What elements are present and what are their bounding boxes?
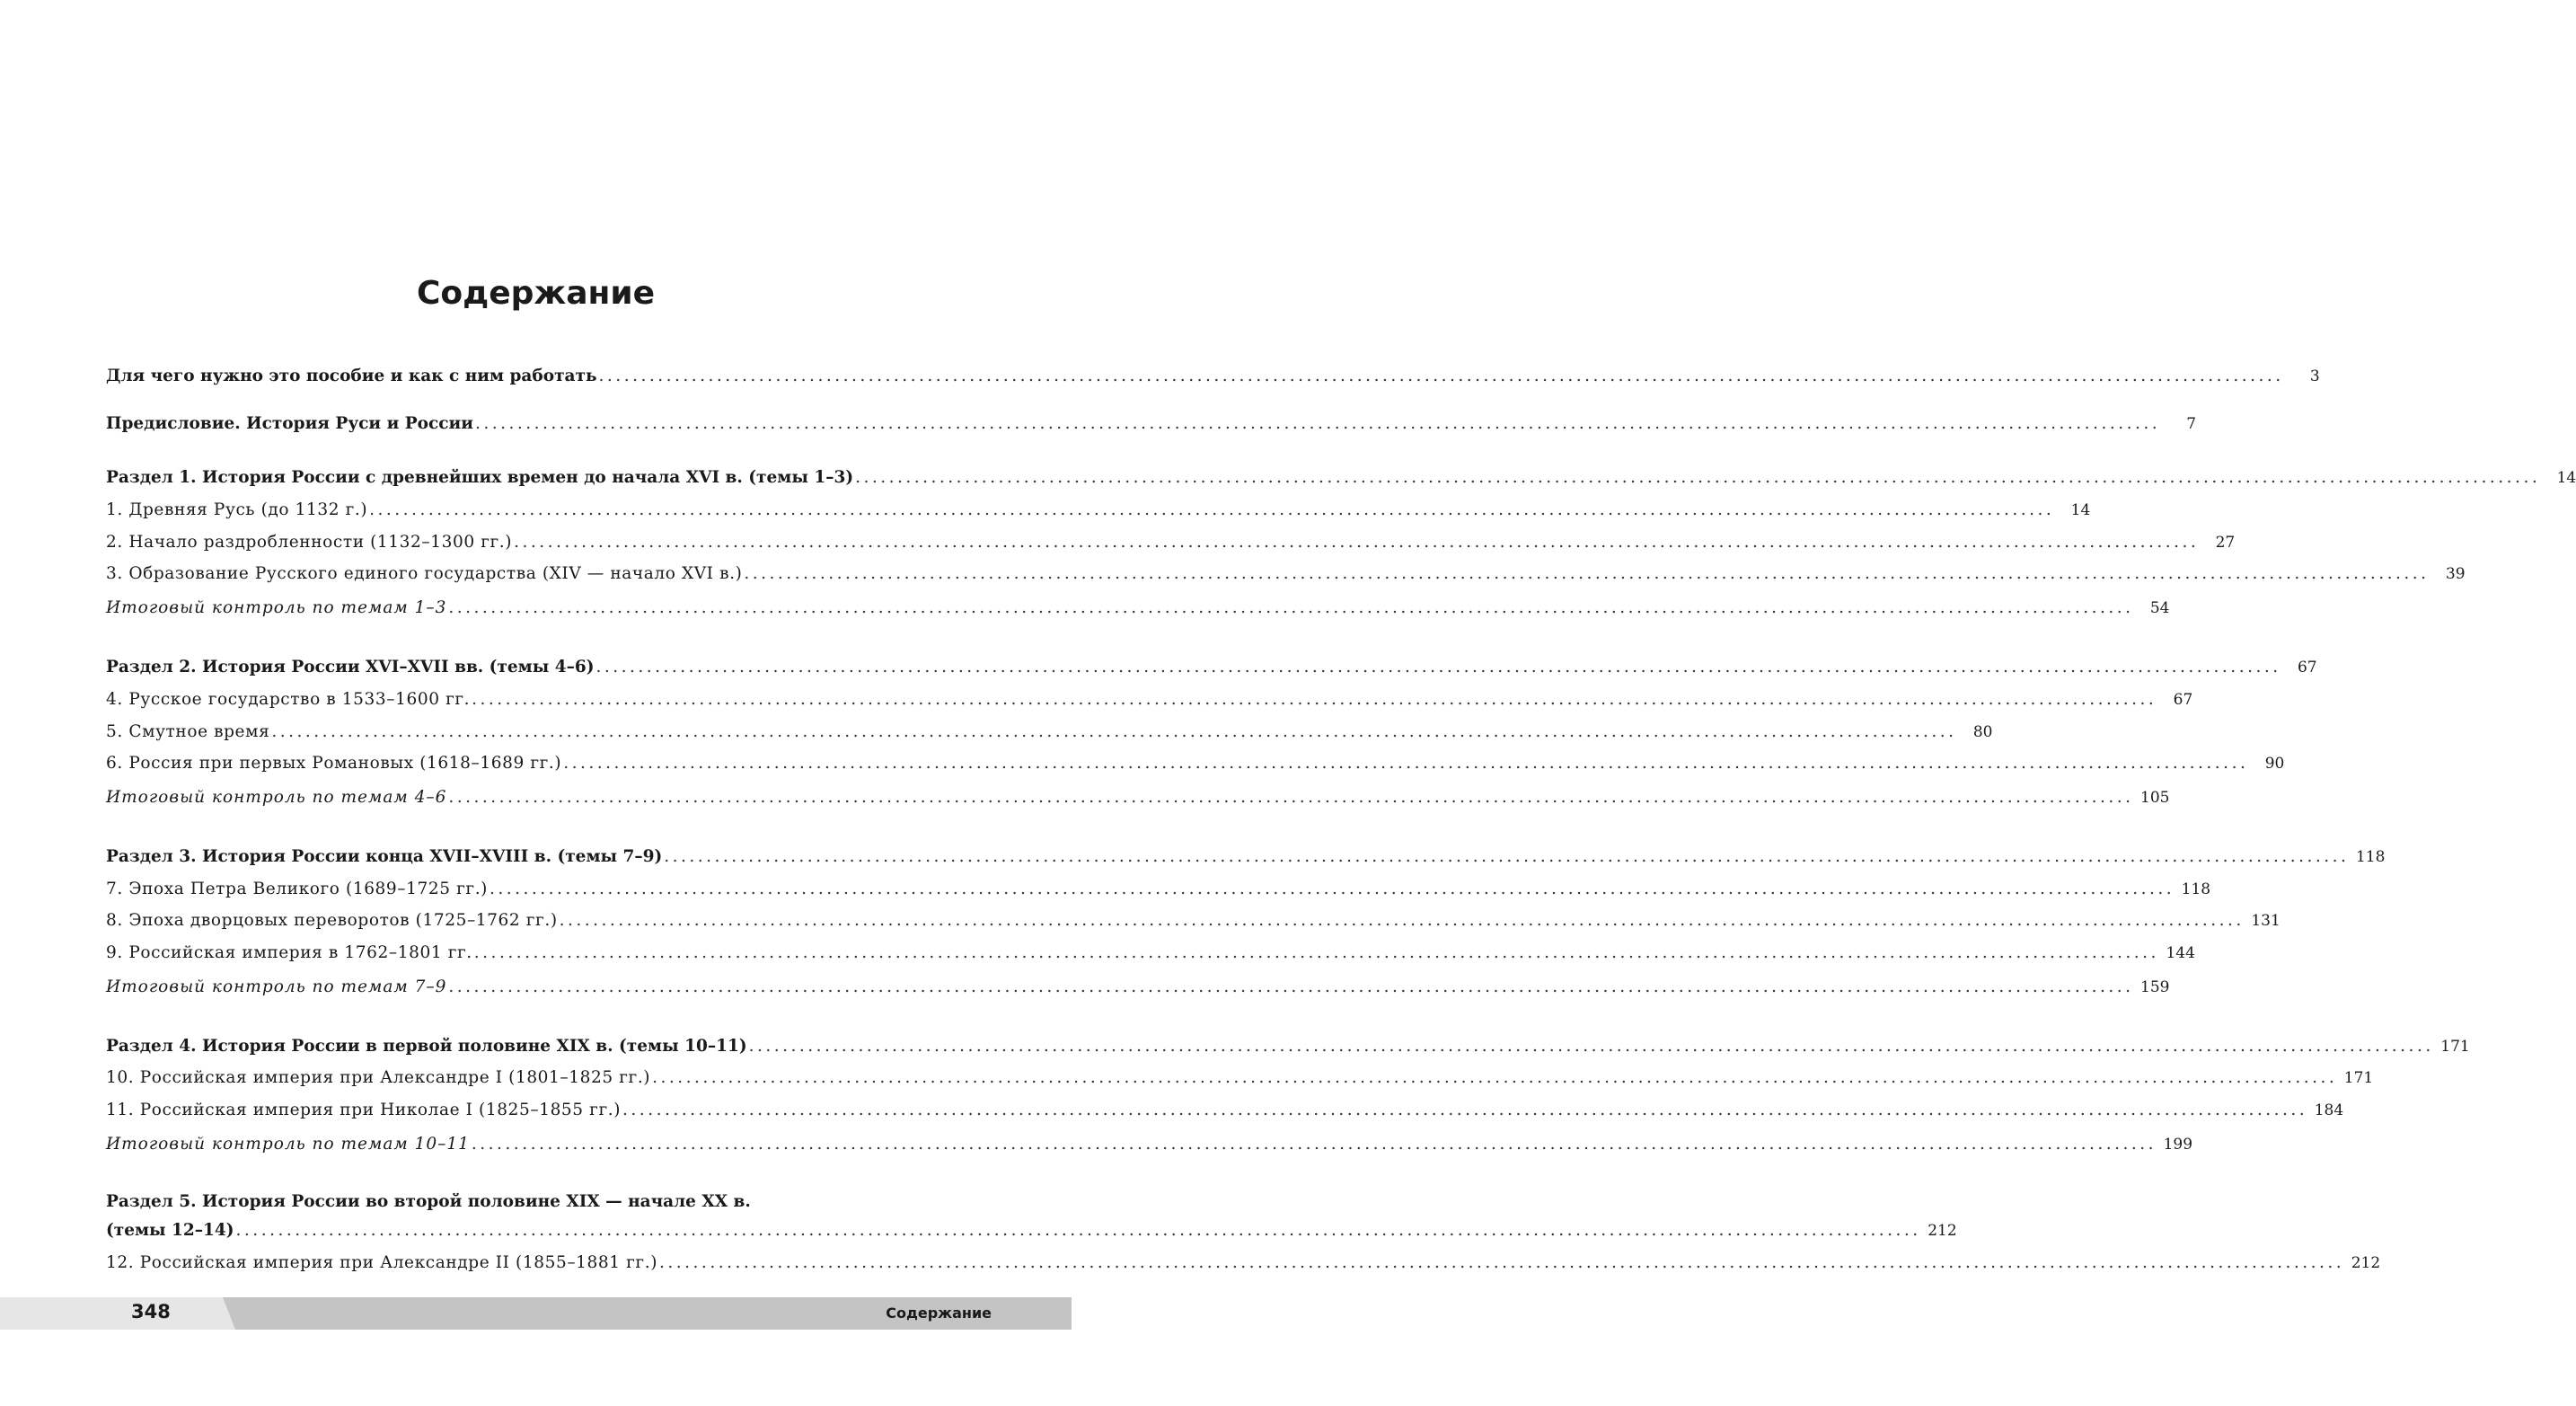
toc-entry-title: Раздел 4. История России в первой половине XIX в. (темы 10–11) (106, 1037, 747, 1056)
toc-entry[interactable] (106, 907, 2280, 931)
toc-entry-title-line1[interactable]: Раздел 5. История России во второй половине XIX — начале XX в. (106, 1192, 751, 1211)
running-head: Содержание (886, 1304, 992, 1322)
toc-entry-page: 67 (2297, 659, 2317, 676)
toc-entry-page: 7 (2186, 415, 2197, 433)
leader-dots: ........................................................................................................................................................................................................ (474, 414, 2161, 433)
toc-entry-page: 131 (2251, 912, 2280, 930)
toc-entry-title: Раздел 1. История России с древнейших времен до начала XVI в. (темы 1–3) (106, 468, 854, 487)
toc-entry-title: Для чего нужно это пособие и как с ним работать (106, 367, 597, 385)
toc-entry[interactable] (106, 1097, 2344, 1120)
toc-entry-title: Раздел 3. История России конца XVII–XVIII в. (темы 7–9) (106, 847, 663, 866)
toc-entry[interactable] (106, 595, 2170, 618)
toc-entry-title: 11. Российская империя при Николае I (1825–1855 гг.) (106, 1101, 622, 1119)
toc-entry-title: Итоговый контроль по темам 4–6 (106, 788, 447, 807)
toc-entry[interactable] (106, 497, 2091, 520)
leader-dots: ........................................................................................................................................................................................................ (271, 722, 1957, 741)
page-number: 348 (131, 1301, 171, 1322)
leader-dots: ........................................................................................................................................................................................................ (369, 500, 2055, 519)
leader-dots: ........................................................................................................................................................................................................ (559, 911, 2245, 930)
toc-entry-page: 212 (2351, 1254, 2381, 1272)
toc-entry-page: 212 (1928, 1222, 1957, 1240)
leader-dots: ........................................................................................................................................................................................................ (563, 754, 2249, 773)
leader-dots: ........................................................................................................................................................................................................ (514, 533, 2200, 552)
toc-entry-title: Раздел 2. История России XVI–XVII вв. (темы 4–6) (106, 658, 595, 676)
toc-entry[interactable] (106, 784, 2170, 808)
leader-dots: ........................................................................................................................................................................................................ (448, 598, 2134, 617)
toc-entry[interactable] (106, 1065, 2374, 1088)
toc-entry-title: Итоговый контроль по темам 1–3 (106, 598, 447, 617)
toc-entry[interactable] (106, 750, 2285, 774)
toc-entry-title: 4. Русское государство в 1533–1600 гг. (106, 690, 471, 709)
toc-entry-page: 118 (2355, 848, 2386, 866)
page-title: Содержание (416, 275, 656, 312)
leader-dots: ........................................................................................................................................................................................................ (744, 564, 2430, 583)
toc-entry-title: Итоговый контроль по темам 10–11 (106, 1135, 470, 1154)
toc-entry[interactable] (106, 1217, 1957, 1241)
toc-entry-title: Предисловие. История Руси и России (106, 414, 473, 433)
toc-entry[interactable] (106, 1131, 2193, 1154)
toc-entry-title: 7. Эпоха Петра Великого (1689–1725 гг.) (106, 880, 488, 898)
leader-dots: ........................................................................................................................................................................................................ (448, 977, 2134, 996)
toc-entry[interactable] (106, 940, 2195, 963)
toc-entry-page: 105 (2140, 789, 2170, 807)
toc-entry-page: 80 (1972, 723, 1993, 741)
toc-entry-title: 12. Российская империя при Александре II (1855–1881 гг.) (106, 1253, 658, 1272)
leader-dots: ........................................................................................................................................................................................................ (471, 1135, 2157, 1154)
toc-entry[interactable] (106, 363, 2320, 386)
toc-entry-page: 144 (2166, 944, 2195, 962)
toc-entry[interactable] (106, 876, 2211, 899)
toc-entry[interactable] (106, 844, 2386, 867)
leader-dots: ........................................................................................................................................................................................................ (664, 847, 2350, 866)
toc-entry-title: 2. Начало раздробленности (1132–1300 гг.) (106, 533, 513, 552)
toc-entry-page: 199 (2163, 1136, 2193, 1154)
toc-entry[interactable] (106, 464, 2576, 488)
toc-entry-title: 6. Россия при первых Романовых (1618–1689 гг.) (106, 754, 562, 773)
toc-entry[interactable] (106, 529, 2236, 553)
toc-entry-page: 159 (2140, 978, 2170, 996)
toc-entry-page: 27 (2215, 534, 2236, 552)
leader-dots: ........................................................................................................................................................................................................ (598, 367, 2284, 385)
leader-dots: ........................................................................................................................................................................................................ (235, 1221, 1921, 1240)
toc-entry[interactable] (106, 561, 2466, 584)
toc-entry-page: 184 (2314, 1101, 2344, 1119)
toc-entry[interactable] (106, 686, 2193, 710)
leader-dots: ........................................................................................................................................................................................................ (855, 468, 2541, 487)
toc-entry-title: 8. Эпоха дворцовых переворотов (1725–1762 гг.) (106, 911, 558, 930)
toc-entry-title: 10. Российская империя при Александре I (1801–1825 гг.) (106, 1068, 651, 1087)
leader-dots: ........................................................................................................................................................................................................ (473, 943, 2159, 962)
leader-dots: ........................................................................................................................................................................................................ (490, 880, 2175, 898)
toc-entry-page: 171 (2343, 1069, 2374, 1087)
toc-entry-title: Итоговый контроль по темам 7–9 (106, 977, 447, 996)
toc-entry-title: 9. Российская империя в 1762–1801 гг. (106, 943, 472, 962)
toc-entry-title: 5. Смутное время (106, 722, 270, 741)
toc-entry-page: 54 (2149, 599, 2170, 617)
toc-entry[interactable] (106, 1250, 2381, 1273)
toc-entry-page: 14 (2556, 469, 2576, 487)
leader-dots: ........................................................................................................................................................................................................ (659, 1253, 2345, 1272)
leader-dots: ........................................................................................................................................................................................................ (595, 658, 2281, 676)
leader-dots: ........................................................................................................................................................................................................ (448, 788, 2134, 807)
toc-entry[interactable] (106, 974, 2170, 997)
leader-dots: ........................................................................................................................................................................................................ (472, 690, 2157, 709)
toc-entry[interactable] (106, 411, 2197, 434)
toc-entry[interactable] (106, 1033, 2470, 1057)
toc-entry-title: 3. Образование Русского единого государства (XIV — начало XVI в.) (106, 564, 743, 583)
toc-entry-page: 118 (2181, 880, 2211, 898)
toc-entry-page: 3 (2309, 367, 2320, 385)
leader-dots: ........................................................................................................................................................................................................ (622, 1101, 2308, 1119)
leader-dots: ........................................................................................................................................................................................................ (652, 1068, 2338, 1087)
leader-dots: ........................................................................................................................................................................................................ (748, 1037, 2434, 1056)
toc-entry-page: 171 (2440, 1038, 2470, 1056)
toc-entry-title: 1. Древняя Русь (до 1132 г.) (106, 500, 368, 519)
toc-entry-page: 67 (2173, 691, 2193, 709)
toc-entry-page: 39 (2445, 565, 2466, 583)
toc-entry-page: 14 (2070, 501, 2091, 519)
toc-entry-page: 90 (2264, 755, 2285, 773)
toc-entry[interactable] (106, 654, 2317, 677)
toc-entry-title: (темы 12–14) (106, 1221, 234, 1240)
toc-entry[interactable] (106, 719, 1993, 742)
